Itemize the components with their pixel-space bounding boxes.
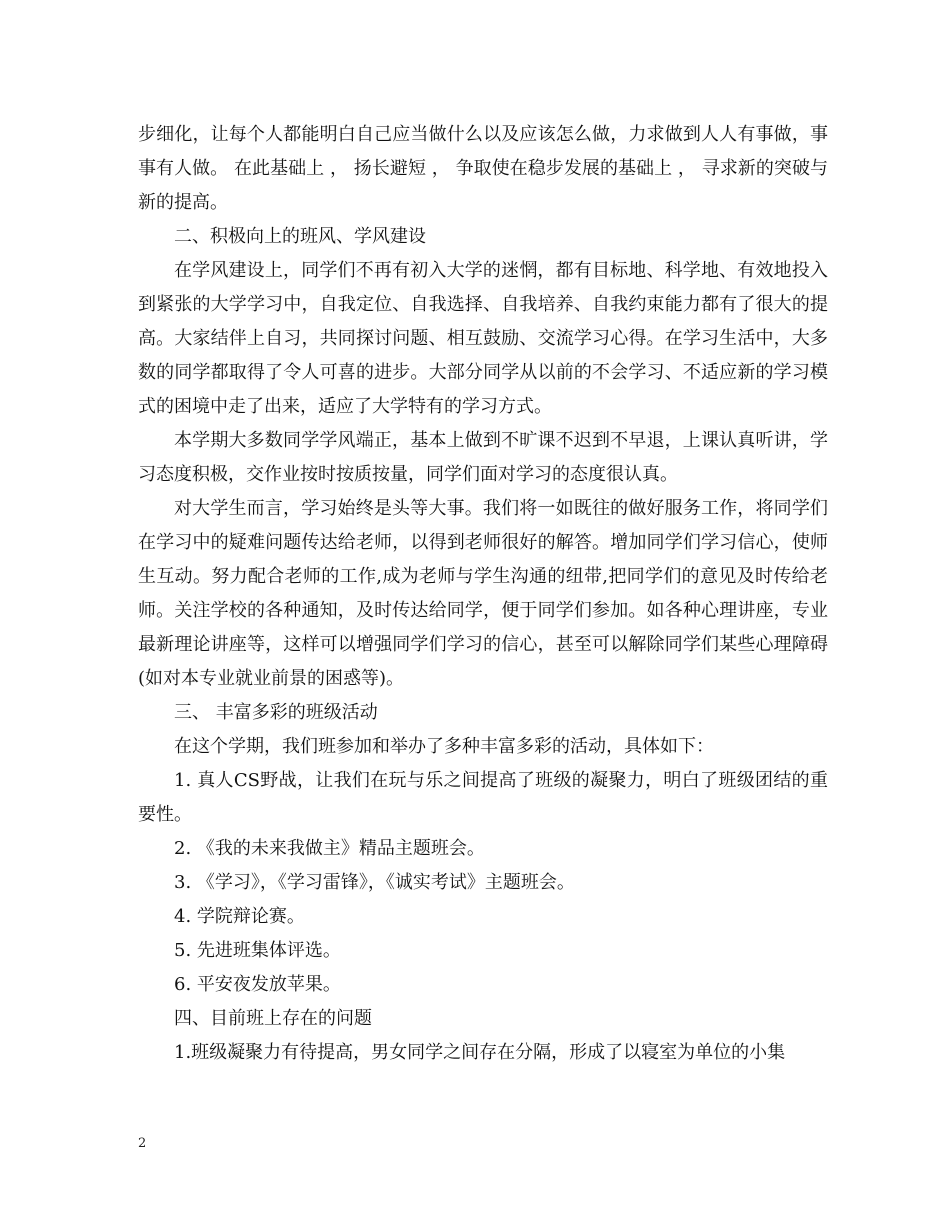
- list-item: 5. 先进班集体评选。: [174, 940, 341, 961]
- page-number: 2: [138, 1136, 147, 1151]
- list-item: 6. 平安夜发放苹果。: [174, 974, 341, 995]
- list-item: 2. 《我的未来我做主》精品主题班会。: [174, 838, 485, 859]
- paragraph: 1.班级凝聚力有待提高，男女同学之间存在分隔，形成了以寝室为单位的小集: [174, 1042, 786, 1063]
- paragraph: 在学风建设上，同学们不再有初入大学的迷惘，都有目标地、科学地、有效地投入到紧张的大学学习中，自我定位、自我选择、自我培养、自我约束能力都有了很大的提高。大家结伴上自习，共同探讨问题、相互鼓励、交流学习心得。在学习生活中，大多数的同学都取得了令人可喜的进步。大部分同学从以前的不会学习、不适应新的学习模式的困境中走了出来，适应了大学特有的学习方式。: [138, 260, 828, 417]
- document-body: [138, 118, 828, 1070]
- list-item: 1. 真人CS野战，让我们在玩与乐之间提高了班级的凝聚力，明白了班级团结的重要性。: [138, 770, 828, 825]
- list-item: 3. 《学习》，《学习雷锋》，《诚实考试》主题班会。: [174, 872, 575, 893]
- section-heading: 三、 丰富多彩的班级活动: [174, 702, 378, 723]
- paragraph: 步细化，让每个人都能明白自己应当做什么以及应该怎么做，力求做到人人有事做，事事有人做。 在此基础上 ， 扬长避短 ， 争取使在稳步发展的基础上 ， 寻求新的突破与新的提高。: [138, 124, 828, 213]
- section-heading: 四、目前班上存在的问题: [174, 1008, 372, 1029]
- paragraph: 对大学生而言，学习始终是头等大事。我们将一如既往的做好服务工作，将同学们在学习中的疑难问题传达给老师，以得到老师很好的解答。增加同学们学习信心，使师生互动。努力配合老师的工作,成为老师与学生沟通的纽带,把同学们的意见及时传给老师。关注学校的各种通知，及时传达给同学，便于同学们参加。如各种心理讲座，专业最新理论讲座等，这样可以增强同学们学习的信心，甚至可以解除同学们某些心理障碍(如对本专业就业前景的困惑等)。: [138, 498, 828, 689]
- list-item: 4. 学院辩论赛。: [174, 906, 305, 927]
- section-heading: 二、积极向上的班风、学风建设: [174, 226, 426, 247]
- paragraph: 本学期大多数同学学风端正，基本上做到不旷课不迟到不早退，上课认真听讲，学习态度积极，交作业按时按质按量，同学们面对学习的态度很认真。: [138, 430, 828, 485]
- paragraph: 在这个学期，我们班参加和举办了多种丰富多彩的活动，具体如下：: [174, 736, 714, 757]
